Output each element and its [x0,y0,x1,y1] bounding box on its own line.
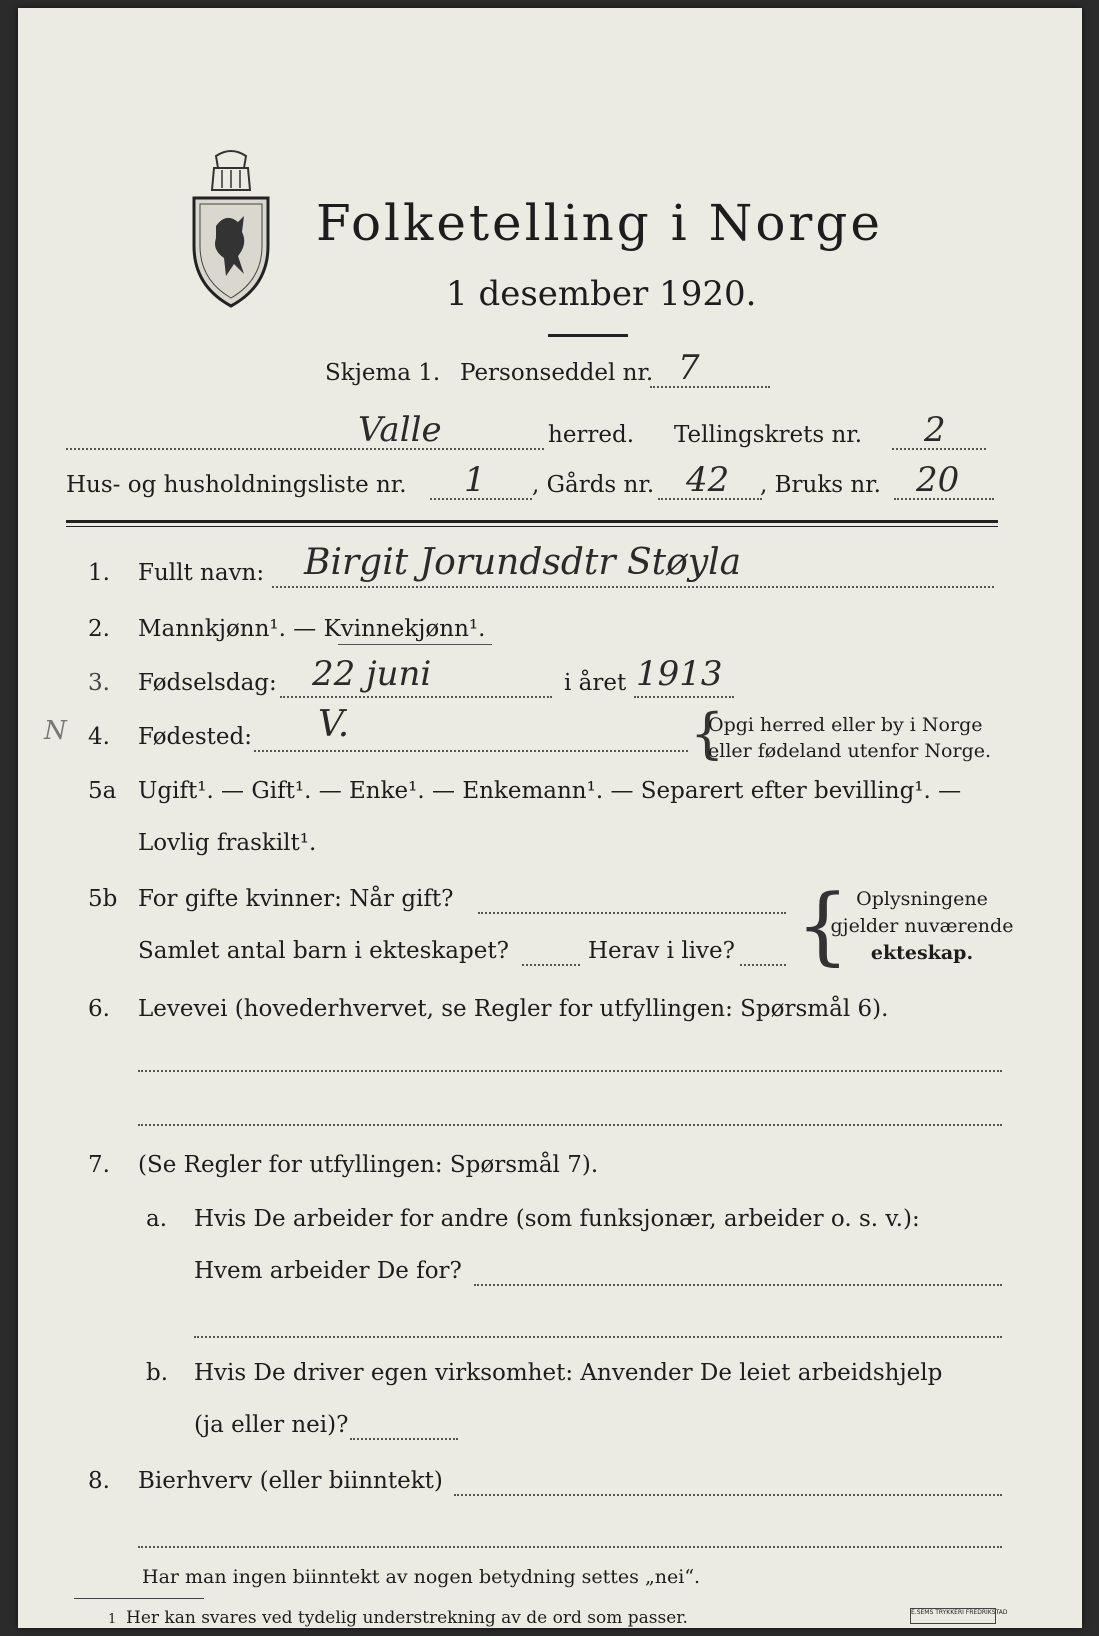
q3-birth-date: 22 juni [312,654,432,694]
q5b-note-line3: ekteskap. [870,942,974,964]
tellingskrets-value: 2 [924,410,946,450]
q3-year-label: i året [564,670,627,696]
q3-line [280,696,552,698]
q7a-line2: Hvem arbeider De for? [194,1258,462,1284]
q4-note [708,712,991,764]
q4-birthplace: V. [318,704,350,745]
q5b-brace: { [796,876,850,974]
census-form [18,8,1082,1628]
hus-label: Hus- og husholdningsliste nr. [66,472,407,498]
q4-label: Fødested: [138,724,253,750]
herred-value: Valle [358,410,442,450]
q8-number: 8. [88,1468,110,1494]
q8-label: Bierhverv (eller biinntekt) [138,1468,443,1494]
personseddel-value: 7 [678,348,700,388]
q7a-letter: a. [146,1206,168,1232]
header-double-rule-bottom [66,526,998,527]
q4-note-line2: eller fødeland utenfor Norge. [708,740,992,762]
q6-number: 6. [88,996,110,1022]
q6-line-1 [138,1070,1002,1072]
personseddel-label: Personseddel nr. [460,360,654,386]
printer-mark: E.SEMS TRYKKERI FREDRIKSTAD [910,1608,996,1624]
q8-line [454,1494,1002,1496]
herred-line [66,448,544,450]
footnote-rule [74,1598,204,1599]
q3-label: Fødselsdag: [138,670,277,696]
header-double-rule-top [66,520,998,523]
q7b-line [350,1438,458,1440]
bruks-label: , Bruks nr. [760,472,881,498]
footnote-text: Her kan svares ved tydelig understrekning av de ord som passer. [126,1608,688,1628]
q3-birth-year: 1913 [636,654,723,694]
q1-line [272,586,994,588]
q4-brace: { [690,702,725,765]
q5b-line2b: Herav i live? [588,938,735,964]
q2-underline [338,644,492,645]
q4-margin-mark: N [44,716,67,746]
q5a-number: 5a [88,778,117,804]
q4-number: 4. [88,724,110,750]
tellingskrets-label: Tellingskrets nr. [674,422,863,448]
q5b-line1: For gifte kvinner: Når gift? [138,886,454,912]
q1-full-name: Birgit Jorundsdtr Støyla [304,542,742,583]
form-title: Folketelling i Norge [316,194,883,252]
q6-line-2 [138,1124,1002,1126]
q5b-children-line [522,964,580,966]
q5b-alive-line [740,964,786,966]
q7b-line2: (ja eller nei)? [194,1412,349,1438]
q3-number: 3. [88,670,110,696]
q7-number: 7. [88,1152,110,1178]
q5b-line2a: Samlet antal barn i ekteskapet? [138,938,509,964]
title-divider [548,334,628,337]
footnote-mark: 1 [108,1612,117,1627]
q6-label: Levevei (hovederhvervet, se Regler for utfyllingen: Spørsmål 6). [138,996,889,1022]
q7b-letter: b. [146,1360,169,1386]
q7a-line1: Hvis De arbeider for andre (som funksjonær, arbeider o. s. v.): [194,1206,920,1232]
q4-note-line1: Opgi herred eller by i Norge [708,714,983,736]
q7-label: (Se Regler for utfyllingen: Spørsmål 7). [138,1152,599,1178]
q2-label: Mannkjønn¹. — Kvinnekjønn¹. [138,616,486,642]
q7a-line-2 [194,1336,1002,1338]
q5b-note-line1: Oplysningene [856,888,988,910]
q7a-line [474,1284,1002,1286]
q8-note: Har man ingen biinntekt av nogen betydning settes „nei“. [142,1566,701,1588]
q5b-number: 5b [88,886,118,912]
q5a-line1: Ugift¹. — Gift¹. — Enke¹. — Enkemann¹. — Separert efter bevilling¹. — [138,778,962,804]
coat-of-arms-icon [186,146,276,311]
schema-label: Skjema 1. [325,360,441,386]
q5b-note-line2: gjelder nuværende [830,915,1014,937]
hus-value: 1 [464,460,486,500]
herred-label: herred. [548,422,635,448]
q1-number: 1. [88,560,110,586]
q5b-married-line [478,912,786,914]
gards-value: 42 [686,460,730,500]
census-date: 1 desember 1920. [446,274,757,314]
bruks-value: 20 [916,460,960,500]
q5b-note [822,886,1022,967]
personseddel-line [650,386,770,388]
q3-year-line [634,696,734,698]
q1-label: Fullt navn: [138,560,265,586]
q5a-line2: Lovlig fraskilt¹. [138,830,317,856]
gards-label: , Gårds nr. [532,472,655,498]
q4-line [254,750,688,752]
q7b-line1: Hvis De driver egen virksomhet: Anvender De leiet arbeidshjelp [194,1360,943,1386]
q8-line-2 [138,1546,1002,1548]
q2-number: 2. [88,616,110,642]
